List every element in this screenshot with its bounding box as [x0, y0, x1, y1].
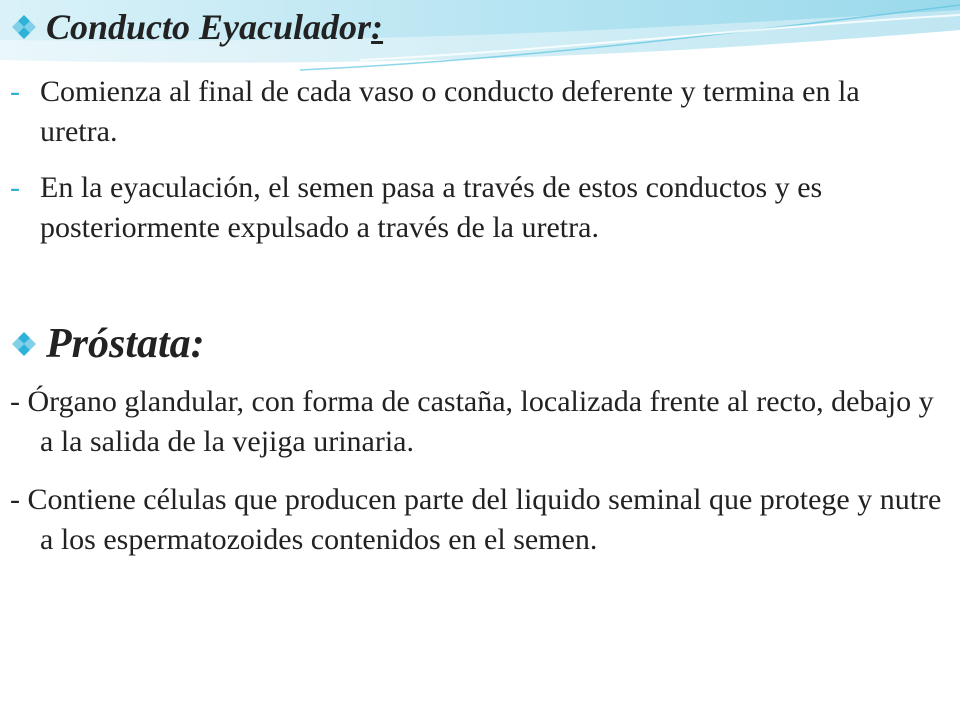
heading-text: Conducto Eyaculador — [46, 7, 372, 47]
list-item — [10, 382, 950, 462]
item-text: Comienza al final de cada vaso o conducto deferente y termina en la uretra. — [40, 75, 860, 148]
diamond-bullet-icon — [10, 13, 38, 41]
list-item — [10, 72, 930, 152]
list-item — [10, 480, 950, 560]
item-text: En la eyaculación, el semen pasa a través de estos conductos y es posteriormente expulsado a través de la uretra. — [40, 171, 823, 244]
section-heading-conducto — [10, 6, 383, 48]
diamond-bullet-icon — [10, 330, 38, 358]
heading-text: Próstata: — [46, 321, 205, 367]
dash-bullet: - — [10, 171, 20, 204]
heading-colon: : — [371, 7, 384, 47]
item-text: - Contiene células que producen parte del liquido seminal que protege y nutre a los espermatozoides contenidos en el semen. — [10, 483, 942, 556]
item-text: - Órgano glandular, con forma de castaña, localizada frente al recto, debajo y a la salida de la vejiga urinaria. — [10, 385, 934, 458]
section-heading-prostata — [10, 320, 205, 368]
dash-bullet: - — [10, 75, 20, 108]
list-item — [10, 168, 930, 248]
